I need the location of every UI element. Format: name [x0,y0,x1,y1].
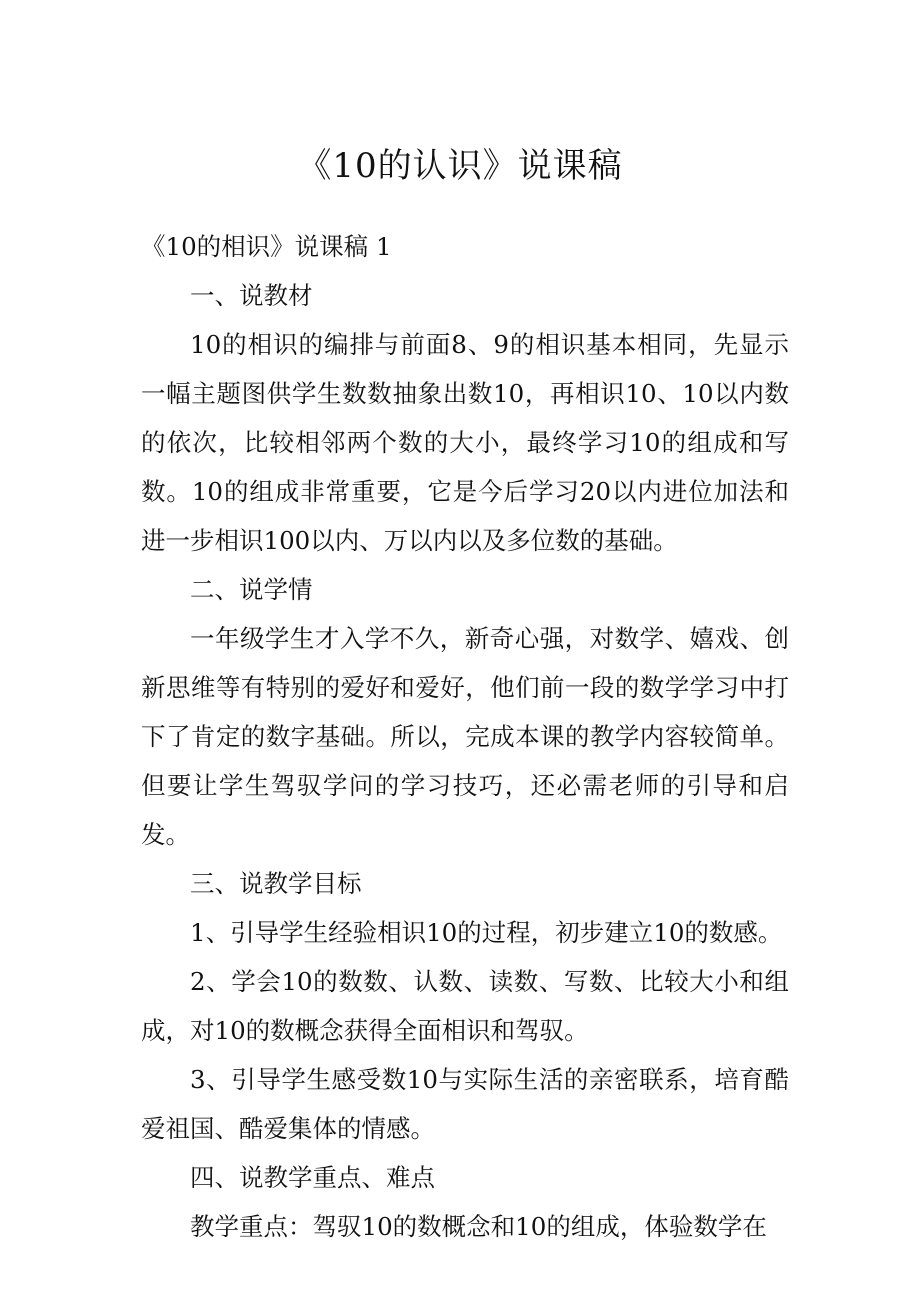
paragraph-material: 10的相识的编排与前面8、9的相识基本相同，先显示一幅主题图供学生数数抽象出数10，再相识10、10以内数的依次，比较相邻两个数的大小，最终学习10的组成和写数。10的组成非常重要，它是今后学习20以内进位加法和进一步相识100以内、万以内以及多位数的基础。 [141,330,789,555]
paragraph-focus: 教学重点：驾驭10的数概念和10的组成，体验数学在 [190,1212,767,1241]
paragraph-students: 一年级学生才入学不久，新奇心强，对数学、嬉戏、创新思维等有特别的爱好和爱好，他们前一段的数学学习中打下了肯定的数字基础。所以，完成本课的教学内容较简单。但要让学生驾驭学问的学习技巧，还必需老师的引导和启发。 [141,624,789,849]
goal-item-2: 2、学会10的数数、认数、读数、写数、比较大小和组成，对10的数概念获得全面相识和驾驭。 [141,967,789,1045]
document-title: 《10的认识》说课稿 [297,146,623,186]
section-heading-focus: 四、说教学重点、难点 [190,1163,435,1192]
section-heading-material: 一、说教材 [190,281,313,310]
goal-item-3: 3、引导学生感受数10与实际生活的亲密联系，培育酷爱祖国、酷爱集体的情感。 [141,1065,789,1143]
subtitle: 《10的相识》说课稿 1 [141,232,392,261]
section-heading-goals: 三、说教学目标 [190,869,362,898]
section-heading-students: 二、说学情 [190,575,313,604]
document-content [141,222,789,1251]
goal-item-1: 1、引导学生经验相识10的过程，初步建立10的数感。 [190,918,783,947]
